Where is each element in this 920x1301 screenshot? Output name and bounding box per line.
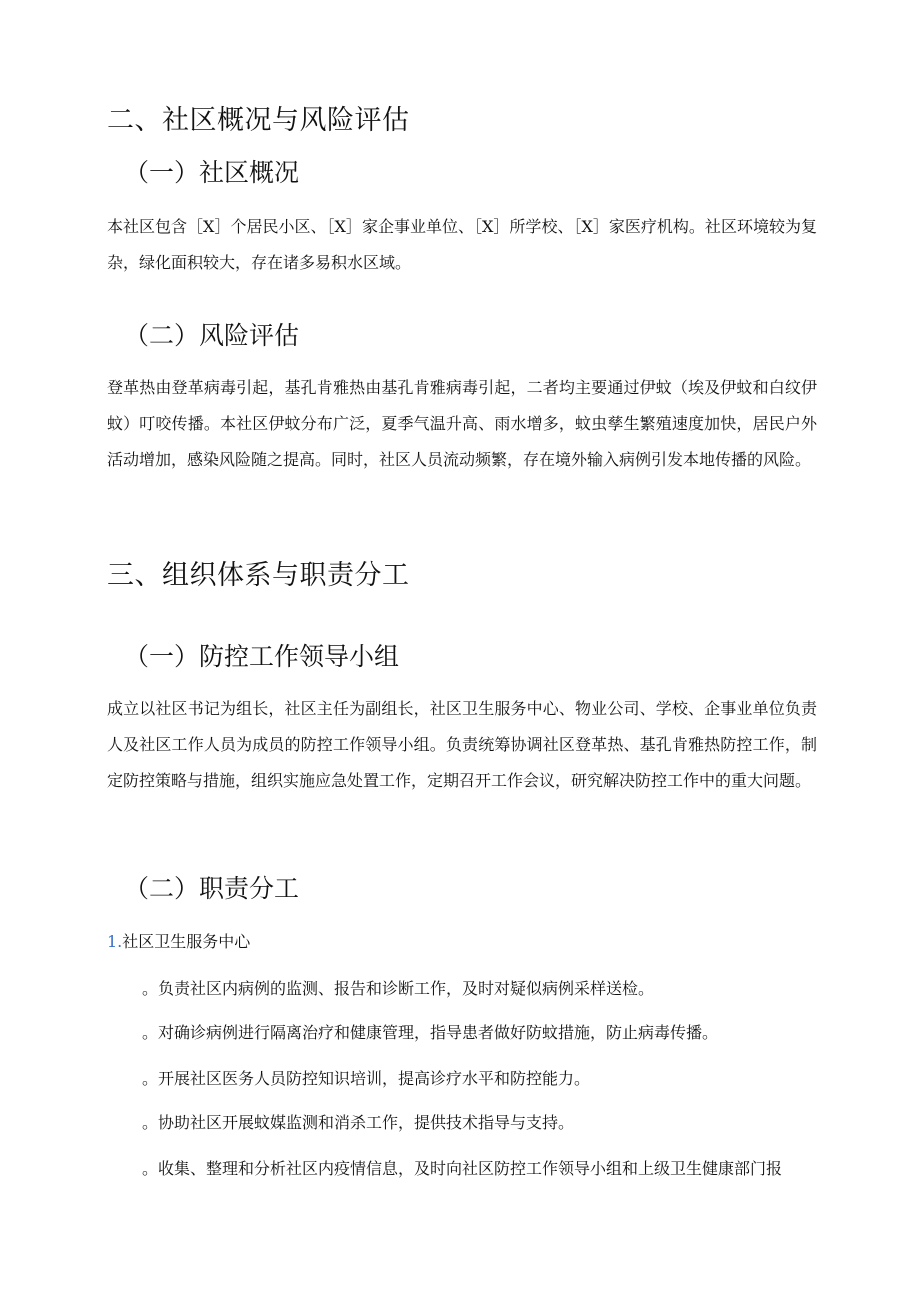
list-item: 。负责社区内病例的监测、报告和诊断工作，及时对疑似病例采样送检。 [142,979,655,998]
subheading-responsibilities: （二）职责分工 [124,874,300,903]
list-item-title: 社区卫生服务中心 [122,932,251,951]
section-heading-organization-responsibilities: 三、组织体系与职责分工 [107,560,410,591]
paragraph-community-overview: 本社区包含［X］个居民小区、［X］家企事业单位、［X］所学校、［X］家医疗机构。社区环境较为复杂，绿化面积较大，存在诸多易积水区域。 [107,217,817,272]
list-number: 1. [107,932,123,951]
subheading-risk-assessment: （二）风险评估 [124,321,300,350]
list-item: 。开展社区医务人员防控知识培训，提高诊疗水平和防控能力。 [142,1069,591,1088]
paragraph-leading-group: 成立以社区书记为组长，社区主任为副组长，社区卫生服务中心、物业公司、学校、企事业单位负责人及社区工作人员为成员的防控工作领导小组。负责统筹协调社区登革热、基孔肯雅热防控工作，制定防控策略与措施，组织实施应急处置工作，定期召开工作会议，研究解决防控工作中的重大问题。 [107,699,817,790]
subheading-leading-group: （一）防控工作领导小组 [124,642,400,671]
list-item: 。协助社区开展蚊媒监测和消杀工作，提供技术指导与支持。 [142,1113,575,1132]
list-item-heading-health-center [107,930,250,954]
paragraph-risk-assessment: 登革热由登革病毒引起，基孔肯雅热由基孔肯雅病毒引起，二者均主要通过伊蚊（埃及伊蚊和白纹伊蚊）叮咬传播。本社区伊蚊分布广泛，夏季气温升高、雨水增多，蚊虫孳生繁殖速度加快，居民户外活动增加，感染风险随之提高。同时，社区人员流动频繁，存在境外输入病例引发本地传播的风险。 [107,378,817,469]
list-item: 。收集、整理和分析社区内疫情信息，及时向社区防控工作领导小组和上级卫生健康部门报 [142,1159,783,1178]
list-item: 。对确诊病例进行隔离治疗和健康管理，指导患者做好防蚊措施，防止病毒传播。 [142,1023,719,1042]
section-heading-community-overview-risk: 二、社区概况与风险评估 [107,105,410,136]
subheading-community-overview: （一）社区概况 [124,158,300,187]
